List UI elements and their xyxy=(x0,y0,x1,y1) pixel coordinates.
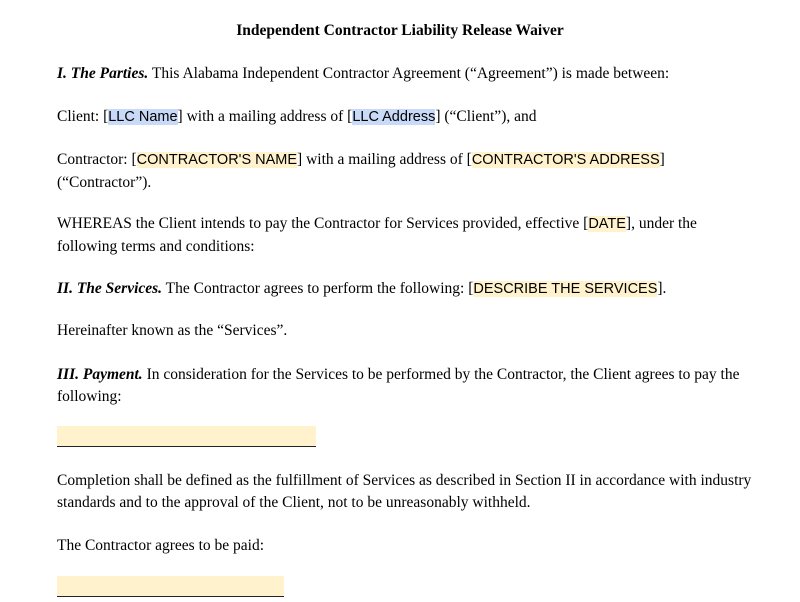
contractor-mid: ] with a mailing address of [ xyxy=(297,151,472,168)
document-title: Independent Contractor Liability Release Waiver xyxy=(236,22,564,39)
services-suffix: ]. xyxy=(657,280,667,297)
client-name-field[interactable]: LLC Name xyxy=(108,109,178,125)
client-prefix: Client: [ xyxy=(57,108,109,125)
completion-paragraph: Completion shall be defined as the fulfillment of Services as described in Section II in accordance with industry standards and to the approval of the Client, not to be unreasonably withheld. xyxy=(57,472,752,511)
services-paragraph xyxy=(57,278,757,301)
payment-text: In consideration for the Services to be performed by the Contractor, the Client agrees to pay the following: xyxy=(57,366,740,405)
effective-date-field[interactable]: DATE xyxy=(588,216,626,232)
services-heading: II. The Services. xyxy=(57,280,163,297)
client-mid: ] with a mailing address of [ xyxy=(177,108,353,125)
whereas-paragraph xyxy=(57,213,757,257)
hereinafter-paragraph: Hereinafter known as the “Services”. xyxy=(57,322,288,339)
parties-text: This Alabama Independent Contractor Agreement (“Agreement”) is made between: xyxy=(148,65,670,82)
contractor-paragraph xyxy=(57,149,757,193)
contractor-suffix: ] (“Contractor”). xyxy=(57,151,665,191)
payment-paragraph xyxy=(57,364,757,407)
contractor-name-field[interactable]: CONTRACTOR'S NAME xyxy=(136,152,298,168)
client-address-field[interactable]: LLC Address xyxy=(352,109,436,125)
services-description-field[interactable]: DESCRIBE THE SERVICES xyxy=(473,281,658,297)
contractor-address-field[interactable]: CONTRACTOR'S ADDRESS xyxy=(471,152,660,168)
paid-paragraph: The Contractor agrees to be paid: xyxy=(57,537,265,554)
client-suffix: ] (“Client”), and xyxy=(435,108,537,125)
parties-heading: I. The Parties. xyxy=(57,65,149,82)
paid-amount-field[interactable] xyxy=(57,576,284,597)
client-paragraph xyxy=(57,106,757,129)
contractor-prefix: Contractor: [ xyxy=(57,151,137,168)
whereas-suffix: ], under the following terms and conditions: xyxy=(57,215,697,255)
whereas-prefix: WHEREAS the Client intends to pay the Contractor for Services provided, effective [ xyxy=(57,215,589,232)
services-prefix: The Contractor agrees to perform the following: [ xyxy=(162,280,474,297)
payment-amount-field[interactable] xyxy=(57,426,316,447)
payment-heading: III. Payment. xyxy=(57,366,143,383)
parties-paragraph xyxy=(57,63,757,85)
